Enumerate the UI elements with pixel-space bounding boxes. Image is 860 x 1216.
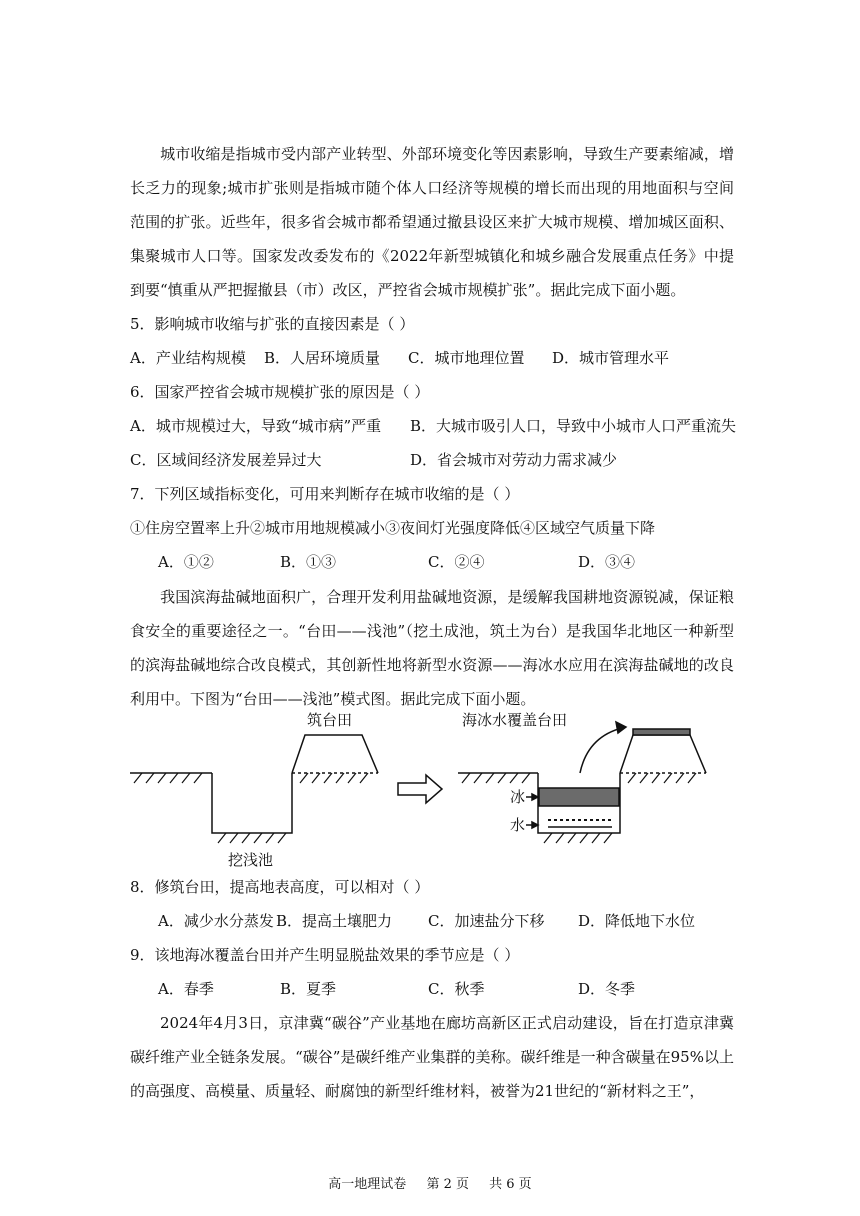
q9-option-b[interactable]: B．夏季	[280, 980, 337, 998]
q8-option-b[interactable]: B．提高土壤肥力	[276, 912, 393, 930]
q7-option-a[interactable]: A．①②	[158, 553, 214, 571]
footer-total-pages: 共 6 页	[489, 1177, 532, 1192]
label-sea-ice-cover: 海冰水覆盖台田	[462, 711, 568, 729]
reading-passage-2	[130, 580, 734, 716]
q5-option-a[interactable]: A．产业结构规模	[130, 349, 246, 367]
question-7-statements: ①住房空置率上升②城市用地规模减小③夜间灯光强度降低④区域空气质量下降	[130, 519, 656, 537]
passage-2-text: 我国滨海盐碱地面积广，合理开发利用盐碱地资源，是缓解我国耕地资源锐减，保证粮食安全的重要途径之一。“台田——浅池”（挖土成池，筑土为台）是我国华北地区一种新型的滨海盐碱地综合改良模式，其创新性地将新型水资源——海冰水应用在滨海盐碱地的改良利用中。下图为“台田——浅池”模式图。据此完成下面小题。	[130, 588, 734, 708]
q7-option-d[interactable]: D．③④	[578, 553, 636, 571]
q9-option-c[interactable]: C．秋季	[428, 980, 485, 998]
q8-option-c[interactable]: C．加速盐分下移	[428, 912, 545, 930]
passage-3-text: 2024年4月3日，京津冀“碳谷”产业基地在廊坊高新区正式启动建设，旨在打造京津冀碳纤维产业全链条发展。“碳谷”是碳纤维产业集群的美称。碳纤维是一种含碳量在95%以上的高强度、高模量、质量轻、耐腐蚀的新型纤维材料，被誉为21世纪的“新材料之王”，	[130, 1014, 734, 1100]
label-ice: 冰	[510, 788, 526, 806]
q5-option-b[interactable]: B．人居环境质量	[264, 349, 381, 367]
q8-option-a[interactable]: A．减少水分蒸发	[158, 912, 274, 930]
q7-option-c[interactable]: C．②④	[428, 553, 485, 571]
q6-option-c[interactable]: C．区域间经济发展差异过大	[130, 451, 322, 469]
question-7-stem: 7．下列区域指标变化，可用来判断存在城市收缩的是（ ）	[130, 485, 520, 503]
q5-option-c[interactable]: C．城市地理位置	[408, 349, 525, 367]
q7-option-b[interactable]: B．①③	[280, 553, 337, 571]
question-6-stem: 6．国家严控省会城市规模扩张的原因是（ ）	[130, 383, 430, 401]
label-water: 水	[510, 816, 526, 834]
q6-option-b[interactable]: B．大城市吸引人口，导致中小城市人口严重流失	[410, 417, 737, 435]
question-8-stem: 8．修筑台田，提高地表高度，可以相对（ ）	[130, 878, 430, 896]
label-build-field: 筑台田	[307, 711, 353, 729]
question-9-stem: 9．该地海冰覆盖台田并产生明显脱盐效果的季节应是（ ）	[130, 946, 520, 964]
q8-option-d[interactable]: D．降低地下水位	[578, 912, 696, 930]
page-footer	[0, 1176, 860, 1194]
footer-page-number: 第 2 页	[426, 1177, 469, 1192]
question-5-stem: 5．影响城市收缩与扩张的直接因素是（ ）	[130, 315, 415, 333]
q9-option-d[interactable]: D．冬季	[578, 980, 636, 998]
passage-1-text: 城市收缩是指城市受内部产业转型、外部环境变化等因素影响，导致生产要素缩减，增长乏力的现象;城市扩张则是指城市随个体人口经济等规模的增长而出现的用地面积与空间范围的扩张。近些年，很多省会城市都希望通过撤县设区来扩大城市规模、增加城区面积、集聚城市人口等。国家发改委发布的《2022年新型城镇化和城乡融合发展重点任务》中提到要“慎重从严把握撤县（市）改区，严控省会城市规模扩张”。据此完成下面小题。	[130, 145, 734, 299]
q9-option-a[interactable]: A．春季	[158, 980, 214, 998]
q6-option-a[interactable]: A．城市规模过大，导致“城市病”严重	[130, 417, 382, 435]
q6-option-d[interactable]: D．省会城市对劳动力需求减少	[410, 451, 618, 469]
reading-passage-1	[130, 137, 734, 307]
q5-option-d[interactable]: D．城市管理水平	[552, 349, 670, 367]
reading-passage-3	[130, 1006, 734, 1108]
tai-tian-qian-chi-diagram	[120, 705, 720, 875]
footer-subject: 高一地理试卷	[328, 1177, 407, 1192]
label-dig-pond: 挖浅池	[228, 851, 274, 869]
